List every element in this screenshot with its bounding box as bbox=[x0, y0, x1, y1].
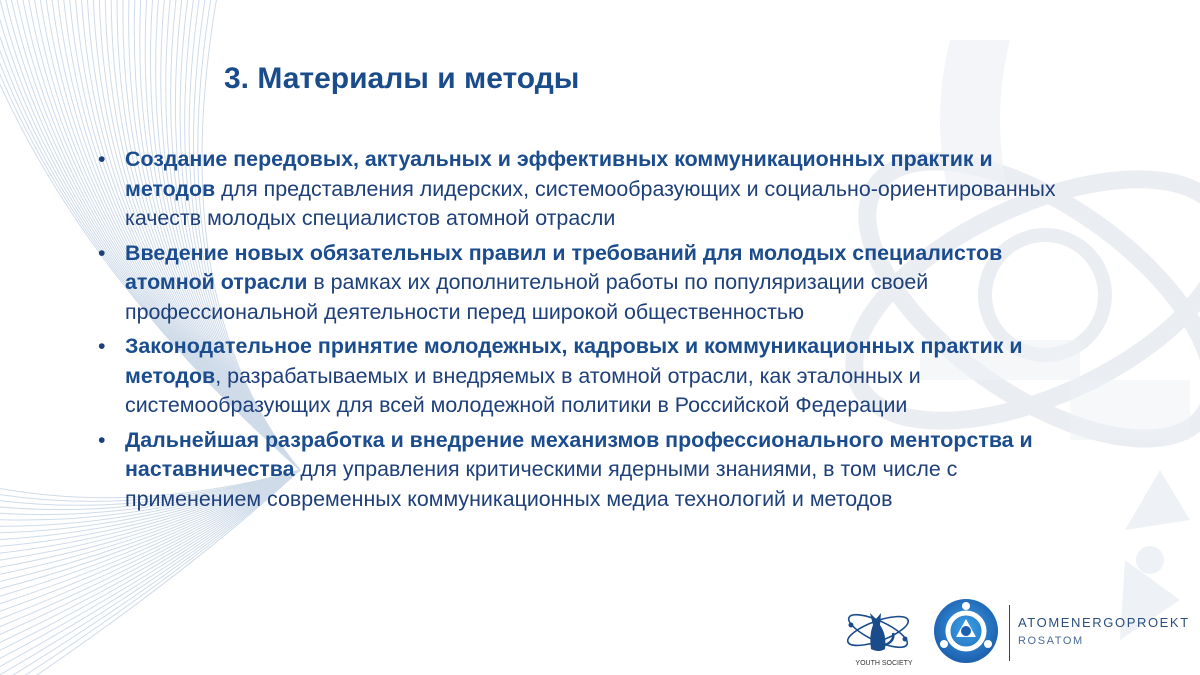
rosatom-emblem-icon bbox=[932, 597, 1000, 665]
bullet-bold-text: Законодательное принятие молодежных, кадровых и коммуникационных практик и методов bbox=[125, 334, 1023, 388]
bullet-text: в рамках их дополнительной работы по популяризации своей профессиональной деятельности перед широкой общественностью bbox=[125, 270, 929, 324]
bullet-item bbox=[98, 426, 1068, 515]
bullet-item bbox=[98, 332, 1068, 421]
bullet-dot: • bbox=[98, 427, 106, 452]
bullet-text: , разрабатываемых и внедряемых в атомной отрасли, как эталонных и системообразующих для всей молодежной политики в Российской Федерации bbox=[125, 363, 921, 417]
bullet-text: для управления критическими ядерными знаниями, в том числе с применением современных коммуникационных медиа технологий и методов bbox=[125, 457, 958, 511]
company-subtitle: ROSATOM bbox=[1018, 635, 1084, 647]
company-name: ATOMENERGOPROEKT bbox=[1018, 615, 1190, 630]
slide-title: 3. Материалы и методы bbox=[224, 62, 580, 95]
bullet-bold-text: Дальнейшая разработка и внедрение механизмов профессионального менторства и наставничества bbox=[125, 427, 1033, 481]
youth-society-logo bbox=[843, 595, 913, 673]
bullet-dot: • bbox=[98, 147, 106, 171]
bullet-dot: • bbox=[98, 334, 106, 358]
bullet-bold-text: Введение новых обязательных правил и требований для молодых специалистов атомной отрасли bbox=[125, 240, 1003, 294]
youth-society-label: YOUTH SOCIETY bbox=[855, 660, 913, 667]
bullet-item bbox=[98, 239, 1068, 328]
cat-atom-icon bbox=[843, 595, 913, 659]
logo-divider bbox=[1009, 605, 1010, 661]
bullet-list bbox=[98, 145, 1068, 519]
bullet-text: для представления лидерских, системообразующих и социально-ориентированных качеств молодых специалистов атомной отрасли bbox=[125, 176, 1056, 230]
bullet-bold-text: Создание передовых, актуальных и эффективных коммуникационных практик и методов bbox=[125, 147, 993, 201]
bullet-item bbox=[98, 145, 1068, 234]
footer-logos bbox=[838, 595, 1188, 673]
bullet-dot: • bbox=[98, 240, 106, 265]
